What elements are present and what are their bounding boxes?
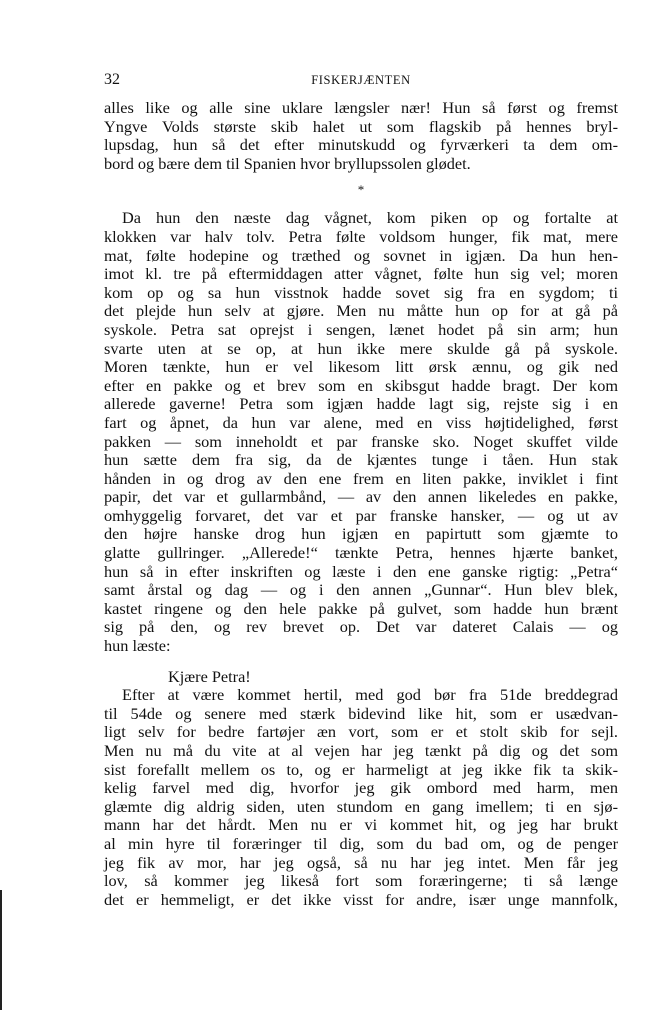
text-line: omhyggelig forvaret, det var et par franske hansker, — og ut av <box>104 505 618 525</box>
text-line: efter en pakke og et brev som en skibsgut hadde bragt. Der kom <box>104 375 618 395</box>
text-line: mat, følte hodepine og træthed og sovnet in igjæn. Da hun hen- <box>104 245 618 265</box>
page-header <box>104 71 618 91</box>
paragraph-main <box>104 209 618 655</box>
text-line: den højre hanske drog hun igjæn en papirtutt som gjæmte to <box>104 524 618 544</box>
text-line: klokken var halv tolv. Petra følte voldsom hunger, fik mat, mere <box>104 226 618 246</box>
text-line: det plejde hun selv at gjøre. Men nu måtte hun op for at gå på <box>104 301 618 321</box>
text-line: allerede gaverne! Petra som igjæn hadde lagt sig, rejste sig i en <box>104 394 618 414</box>
text-line: al min hyre til foræringer til dig, som du bad om, og de penger <box>104 833 618 853</box>
text-line: hun læste: <box>104 636 171 656</box>
text-line: svarte uten at se op, at hun ikke mere skulde gå på syskole. <box>104 338 618 358</box>
text-line: pakken — som inneholdt et par franske sko. Noget skuffet vilde <box>104 431 618 451</box>
text-line: ligt selv for bedre fartøjer æn vort, som er et stolt skib for sejl. <box>104 722 618 742</box>
body-text <box>104 99 618 909</box>
text-line: Moren tænkte, hun er vel likesom litt ørsk ænnu, og gik ned <box>104 357 618 377</box>
text-line: samt årstal og dag — og i den annen „Gunnar“. Hun blev blek, <box>104 580 618 600</box>
text-line: Da hun den næste dag vågnet, kom piken op og fortalte at <box>122 208 618 228</box>
text-line: hun sætte dem fra sig, da de kjæntes tunge i tåen. Hun stak <box>104 450 618 470</box>
text-line: papir, det var et gullarmbånd, — av den annen likeledes en pakke, <box>104 487 618 507</box>
section-separator: * <box>357 182 365 198</box>
text-line: Yngve Volds største skib halet ut som flagskib på hennes bryl- <box>104 116 618 136</box>
text-line: hun så in efter inskriften og læste i den ene ganske rigtig: „Petra“ <box>104 561 618 581</box>
text-line: mann har det hårdt. Men nu er vi kommet hit, og jeg har brukt <box>104 815 618 835</box>
text-line: det er hemmeligt, er det ikke visst for andre, især unge mannfolk, <box>104 889 618 909</box>
page-number: 32 <box>104 71 120 88</box>
running-title: FISKERJÆNTEN <box>311 73 411 87</box>
text-line: hånden in og drog av den ene frem en liten pakke, inviklet i fint <box>104 468 618 488</box>
letter-body <box>104 686 618 909</box>
paragraph-continuation <box>104 99 618 173</box>
text-line: lov, så kommer jeg likeså fort som foræringerne; ti så længe <box>104 871 618 891</box>
text-line: glatte gullringer. „Allerede!“ tænkte Petra, hennes hjærte banket, <box>104 543 618 563</box>
text-line: glæmte dig aldrig siden, uten stundom en gang imellem; ti en sjø- <box>104 796 618 816</box>
text-line: fart og åpnet, da hun var alene, med en viss højtidelighed, først <box>104 412 618 432</box>
text-line: jeg fik av mor, har jeg også, så nu har jeg intet. Men får jeg <box>104 852 618 872</box>
text-line: Efter at være kommet hertil, med god bør fra 51de breddegrad <box>122 685 618 705</box>
text-line: til 54de og senere med stærk bidevind like hit, som er usædvan- <box>104 703 618 723</box>
text-line: alles like og alle sine uklare længsler nær! Hun så først og fremst <box>104 98 618 117</box>
text-line: sist forefallt mellem os to, og er harmeligt at jeg ikke fik ta skik- <box>104 759 618 779</box>
text-line: lupsdag, hun så det efter minutskudd og fyrværkeri ta dem om- <box>104 135 618 155</box>
text-line: kom op og sa hun visstnok hadde sovet sig fra en sygdom; ti <box>104 282 618 302</box>
text-line: bord og bære dem til Spanien hvor bryllupssolen glødet. <box>104 153 471 173</box>
text-line: kastet ringene og den hele pakke på gulvet, som hadde hun brænt <box>104 598 618 618</box>
text-line: kelig farvel med dig, hvorfor jeg gik ombord med harm, men <box>104 778 618 798</box>
letter-salutation: Kjære Petra! <box>168 666 251 686</box>
page-edge-mark <box>0 890 2 1010</box>
text-line: Men nu må du vite at al vejen har jeg tænkt på dig og det som <box>104 741 618 760</box>
text-line: syskole. Petra sat oprejst i sengen, lænet hodet på sin arm; hun <box>104 319 618 339</box>
text-line: sig på den, og rev brevet op. Det var dateret Calais — og <box>104 617 618 637</box>
text-line: imot kl. tre på eftermiddagen atter vågnet, følte hun sig vel; moren <box>104 264 618 284</box>
